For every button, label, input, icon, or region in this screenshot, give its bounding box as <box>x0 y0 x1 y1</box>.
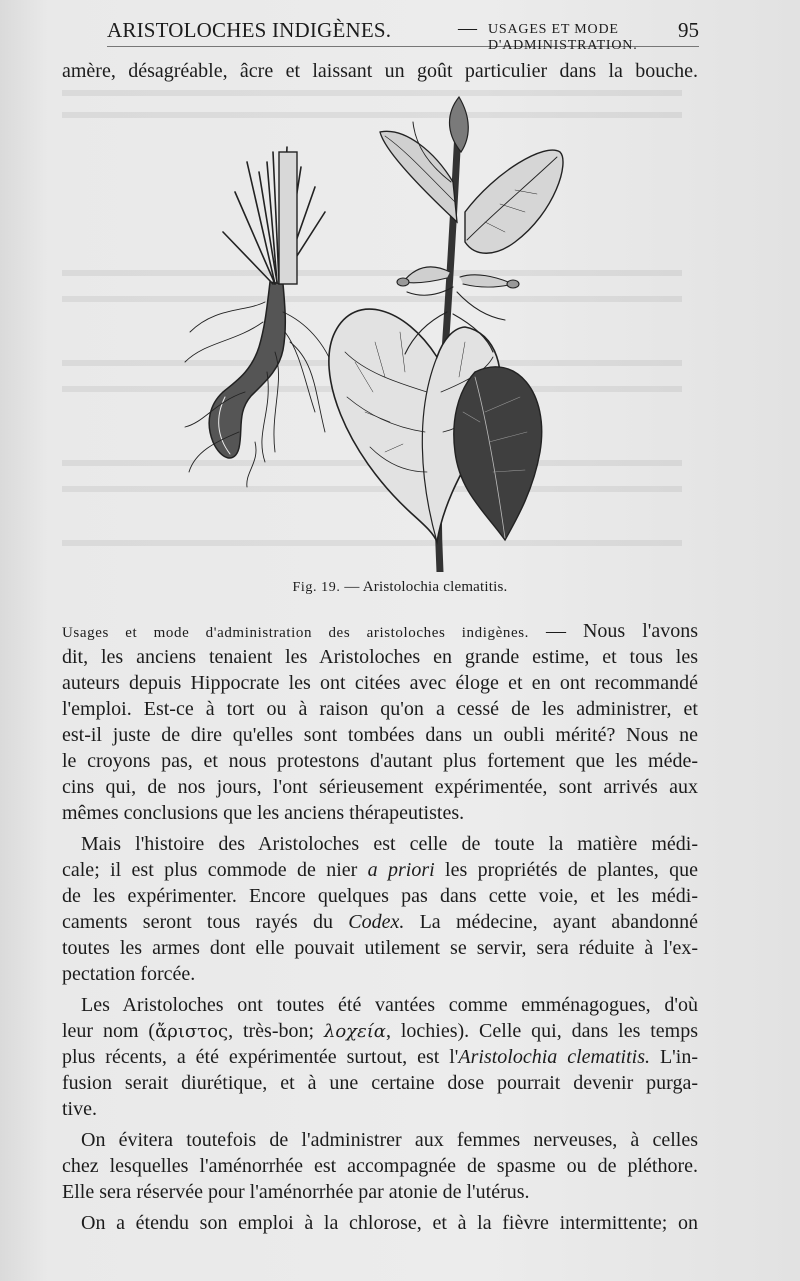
paragraph-3-line-3-a: plus récents, a été expérimentée surtout, est l' <box>62 1046 459 1068</box>
paragraph-2-line-2 <box>62 857 698 883</box>
figure-caption-text: Aristolochia clematitis. <box>362 579 508 595</box>
paragraph-1-line-3: l'emploi. Est-ce à tort ou à raison qu'on a cessé de les administrer, et <box>62 698 698 720</box>
plant-engraving-illustration <box>175 92 575 572</box>
paragraph-2-line-5: toutes les armes dont elle pouvait utilement se servir, sera réduite à l'ex- <box>62 937 698 959</box>
leaf-drawing-upper <box>380 97 563 253</box>
paragraph-3-line-3-b: L'in- <box>659 1046 698 1068</box>
rhizome-drawing <box>185 147 335 487</box>
paragraph-3-line-3 <box>62 1044 698 1070</box>
paragraph-3-line-1: Les Aristoloches ont toutes été vantées comme emménagogues, d'où <box>81 994 698 1016</box>
figure-caption-dash: — <box>344 579 360 595</box>
paragraph-3-line-2 <box>62 1018 698 1045</box>
section-heading-line <box>62 618 698 646</box>
section-heading-tail: — Nous l'avons <box>546 620 699 642</box>
paragraph-1-line-7: mêmes conclusions que les anciens thérapeutistes. <box>62 802 465 824</box>
paragraph-3-line-4: fusion serait diurétique, et à une certaine dose pourrait devenir purga- <box>62 1072 698 1094</box>
header-dash: — <box>458 18 477 39</box>
paragraph-1-line-6: cins qui, de nos jours, l'ont sérieusement expérimentée, sont arrivés aux <box>62 776 698 798</box>
paragraph-1-line-5: le croyons pas, et nous protestons d'autant plus fortement que les méde- <box>62 750 698 772</box>
paragraph-1-line-2: auteurs depuis Hippocrate les ont citées avec éloge et en ont recommandé <box>62 672 698 694</box>
paragraph-2-line-1: Mais l'histoire des Aristoloches est celle de toute la matière médi- <box>81 833 698 855</box>
paragraph-2-line-4-b: La médecine, ayant abandonné <box>419 911 699 933</box>
section-heading: Usages et mode d'administration des aristoloches indigènes. <box>62 625 530 641</box>
paragraph-2-line-4-a: caments seront tous rayés du <box>62 911 333 933</box>
page-number: 95 <box>678 18 699 42</box>
codex-italic: Codex. <box>348 911 405 933</box>
paragraph-4-line-2: chez lesquelles l'aménorrhée est accompagnée de spasme ou de pléthore. <box>62 1155 698 1177</box>
top-line: amère, désagréable, âcre et laissant un goût particulier dans la bouche. <box>62 60 698 82</box>
a-priori-italic: a priori <box>367 859 435 881</box>
paragraph-2-line-6: pectation forcée. <box>62 963 196 985</box>
aristolochia-clematitis-italic: Aristolochia clematitis. <box>458 1046 650 1068</box>
greek-aristos: ἄριστος <box>155 1021 229 1042</box>
paragraph-3-line-2-c: , lochies). Celle qui, dans les temps <box>385 1020 699 1042</box>
paragraph-5-line-1: On a étendu son emploi à la chlorose, et à la fièvre intermittente; on <box>81 1212 698 1234</box>
header-title: ARISTOLOCHES INDIGÈNES. <box>107 18 392 42</box>
paragraph-3-line-2-b: , très-bon; <box>228 1020 315 1042</box>
paragraph-4-line-3: Elle sera réservée pour l'aménorrhée par atonie de l'utérus. <box>62 1181 530 1203</box>
figure-caption <box>0 579 800 596</box>
paragraph-3-line-2-a: leur nom ( <box>62 1020 156 1042</box>
figure-label: Fig. 19. <box>292 580 341 595</box>
paragraph-1-line-1: dit, les anciens tenaient les Aristoloches en grande estime, et tous les <box>62 646 698 668</box>
paragraph-3-line-5: tive. <box>62 1098 97 1120</box>
paragraph-1-line-4: est-il juste de dire qu'elles sont tombées dans un oubli mérité? Nous ne <box>62 724 698 746</box>
greek-locheia: λοχεία <box>323 1021 386 1042</box>
paragraph-2-line-2-b: les propriétés de plantes, que <box>445 859 698 881</box>
running-header <box>107 16 699 53</box>
leaf-drawing-dark <box>454 367 542 540</box>
paragraph-4-line-1: On évitera toutefois de l'administrer aux femmes nerveuses, à celles <box>81 1129 698 1151</box>
header-subtitle: USAGES ET MODE D'ADMINISTRATION. <box>488 22 638 53</box>
paragraph-2-line-2-a: cale; il est plus commode de nier <box>62 859 358 881</box>
paragraph-2-line-4 <box>62 909 698 935</box>
paragraph-2-line-3: de les expérimenter. Encore quelques pas dans cette voie, et les médi- <box>62 885 698 907</box>
